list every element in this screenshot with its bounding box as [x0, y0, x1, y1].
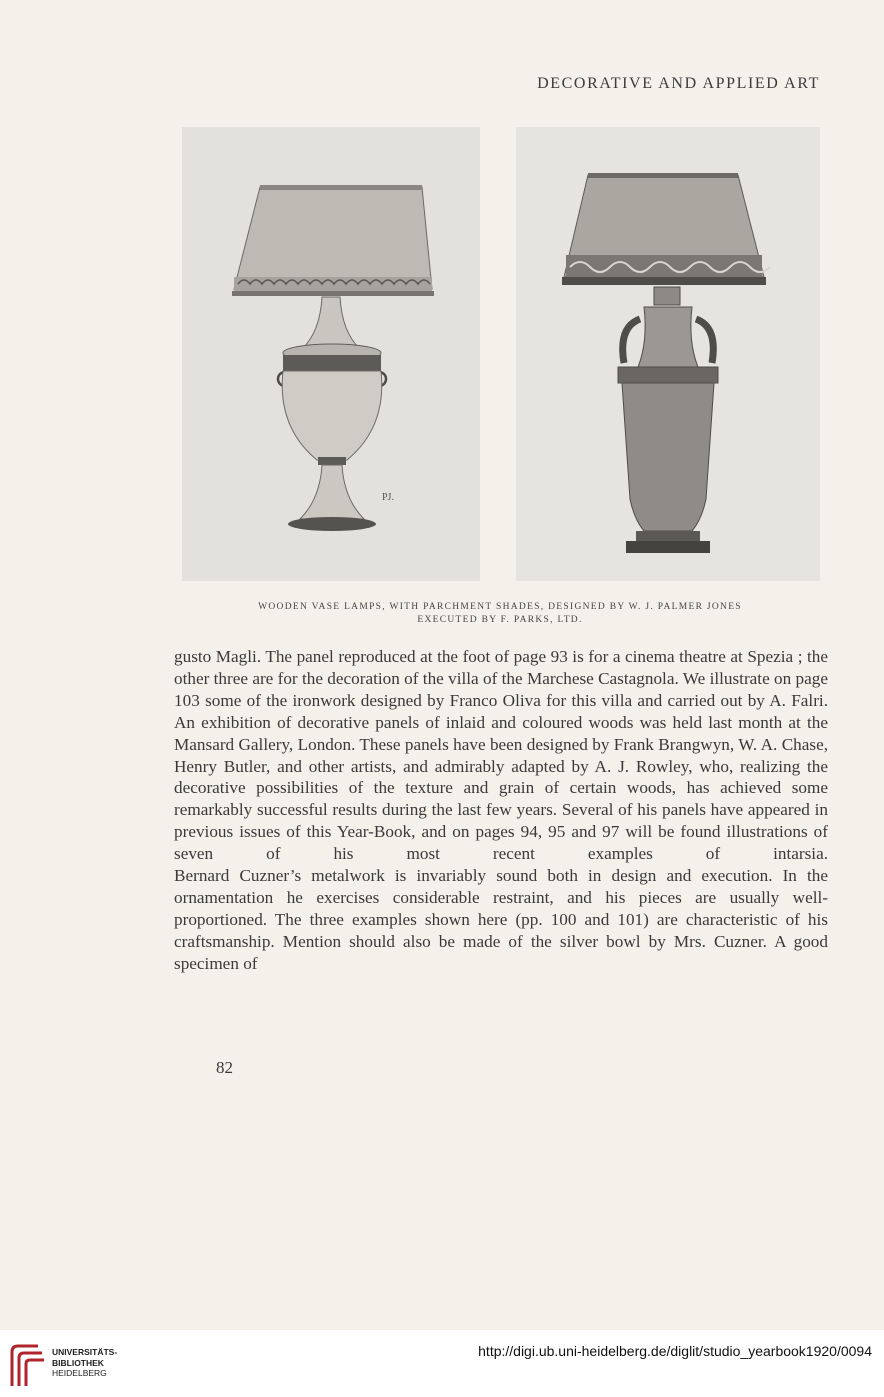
caption-line-2: EXECUTED BY F. PARKS, LTD.	[417, 615, 583, 625]
artist-monogram: PJ.	[382, 492, 394, 503]
library-line-1: UNIVERSITÄTS-	[52, 1347, 118, 1357]
page-number: 82	[216, 1058, 233, 1077]
running-title: DECORATIVE AND APPLIED ART	[537, 75, 820, 92]
library-line-3: HEIDELBERG	[52, 1368, 107, 1378]
paragraph-1: gusto Magli. The panel reproduced at the foot of page 93 is for a cinema theatre at Spezia ; the other three are for the decoration of the villa of the Marchese Castagnola. We illustrate on page 103 some of the ironwork designed by Franco Oliva for this villa and carried out by A. Falri.	[174, 647, 828, 710]
paragraph-2: An exhibition of decorative panels of inlaid and coloured woods was held last month at the Mansard Gallery, London. These panels have been designed by Frank Brangwyn, W. A. Chase, Henry Butler, and other artists, and admirably adapted by A. J. Rowley, who, realizing the decorative possibilities of the texture and grain of certain woods, has achieved some remarkably successful results during the last few years. Several of his panels have appeared in previous issues of this Year-Book, and on pages 94, 95 and 97 will be found illustrations of seven of his most recent examples of intarsia.	[174, 712, 828, 864]
paragraph-3: Bernard Cuzner’s metalwork is invariably sound both in design and execution. In the ornamentation he exercises considerable restraint, and his pieces are usually well-proportioned. The three examples shown here (pp. 100 and 101) are characteristic of his craftsmanship. Mention should also be made of the silver bowl by Mrs. Cuzner. A good specimen of	[174, 866, 828, 973]
caption-line-1: WOODEN VASE LAMPS, WITH PARCHMENT SHADES, DESIGNED BY W. J. PALMER JONES	[258, 602, 742, 612]
footer-bar	[0, 1330, 884, 1397]
right-lamp-illustration	[516, 127, 820, 581]
body-text	[174, 646, 828, 975]
library-name	[52, 1347, 117, 1379]
library-logo-icon	[8, 1342, 46, 1388]
source-url-link[interactable]: http://digi.ub.uni-heidelberg.de/diglit/studio_yearbook1920/0094	[478, 1343, 872, 1359]
figure-caption	[180, 601, 820, 627]
left-lamp-illustration	[182, 127, 480, 581]
library-line-2: BIBLIOTHEK	[52, 1357, 104, 1368]
